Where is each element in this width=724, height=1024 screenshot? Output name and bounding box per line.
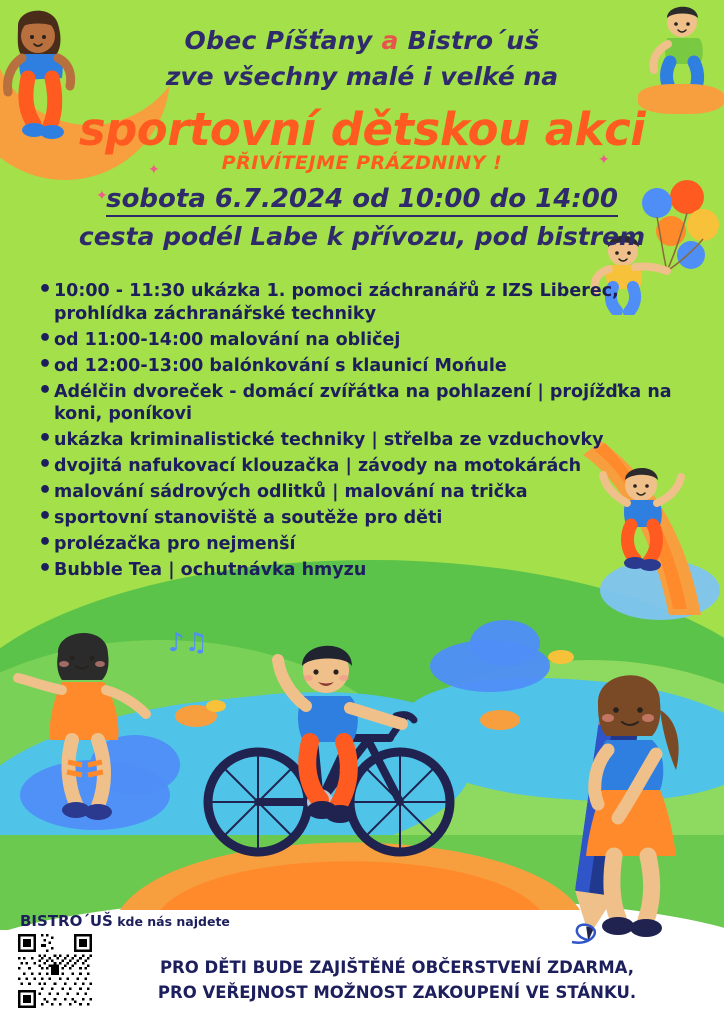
girl-with-pencil-illustration xyxy=(510,650,724,950)
list-item: • dvojitá nafukovací klouzačka | závody na motokárách xyxy=(40,455,700,478)
program-list xyxy=(18,280,700,585)
list-item: • sportovní stanoviště a soutěže pro děti xyxy=(40,507,700,530)
music-note-icon: ♪♫ xyxy=(168,628,208,658)
event-location: cesta podél Labe k přívozu, pod bistrem xyxy=(78,222,646,251)
bistro-name: BISTRO´UŠ xyxy=(20,912,113,930)
list-item: • ukázka kriminalistické techniky | střelba ze vzduchovky xyxy=(40,429,700,452)
header-line-1 xyxy=(0,26,724,55)
footer-note xyxy=(0,955,724,1005)
list-item: • 10:00 - 11:30 ukázka 1. pomoci záchranářů z IZS Liberec, prohlídka záchranářské techniky xyxy=(40,280,700,325)
footer-line-1: PRO DĚTI BUDE ZAJIŠTĚNÉ OBČERSTVENÍ ZDARMA, xyxy=(159,958,635,977)
header-conjunction: a xyxy=(381,26,399,55)
list-item: • Adélčin dvoreček - domácí zvířátka na pohlazení | projížďka na koni, poníkovi xyxy=(40,381,700,426)
partner-name: Bistro´uš xyxy=(407,26,540,55)
list-item: • malování sádrových odlitků | malování na trička xyxy=(40,481,700,504)
boy-on-bike-illustration xyxy=(200,620,460,870)
sparkle-decor: ✦ xyxy=(148,162,160,178)
event-datetime xyxy=(0,184,724,214)
list-item: • Bubble Tea | ochutnávka hmyzu xyxy=(40,559,700,582)
sparkle-decor: ✦ xyxy=(598,152,610,168)
dancing-girl-illustration xyxy=(10,610,170,850)
bistro-find-us-text: kde nás najdete xyxy=(112,914,230,929)
sparkle-decor: ✦ xyxy=(96,188,108,204)
bistro-find-us-label xyxy=(20,912,230,930)
list-item: • od 12:00-13:00 balónkování s klaunicí Mońule xyxy=(40,355,700,378)
event-datetime-text: sobota 6.7.2024 od 10:00 do 14:00 xyxy=(106,184,618,217)
header-line-2: zve všechny malé i velké na xyxy=(165,62,559,91)
page-subtitle: PŘIVÍTEJME PRÁZDNINY ! xyxy=(221,152,503,174)
footer-line-2: PRO VEŘEJNOST MOŽNOST ZAKOUPENÍ VE STÁNKU. xyxy=(157,983,637,1002)
page-title: sportovní dětskou akci xyxy=(78,103,646,156)
list-item: • prolézačka pro nejmenší xyxy=(40,533,700,556)
list-item: • od 11:00-14:00 malování na obličej xyxy=(40,329,700,352)
organizer-name: Obec Píšťany xyxy=(184,26,373,55)
